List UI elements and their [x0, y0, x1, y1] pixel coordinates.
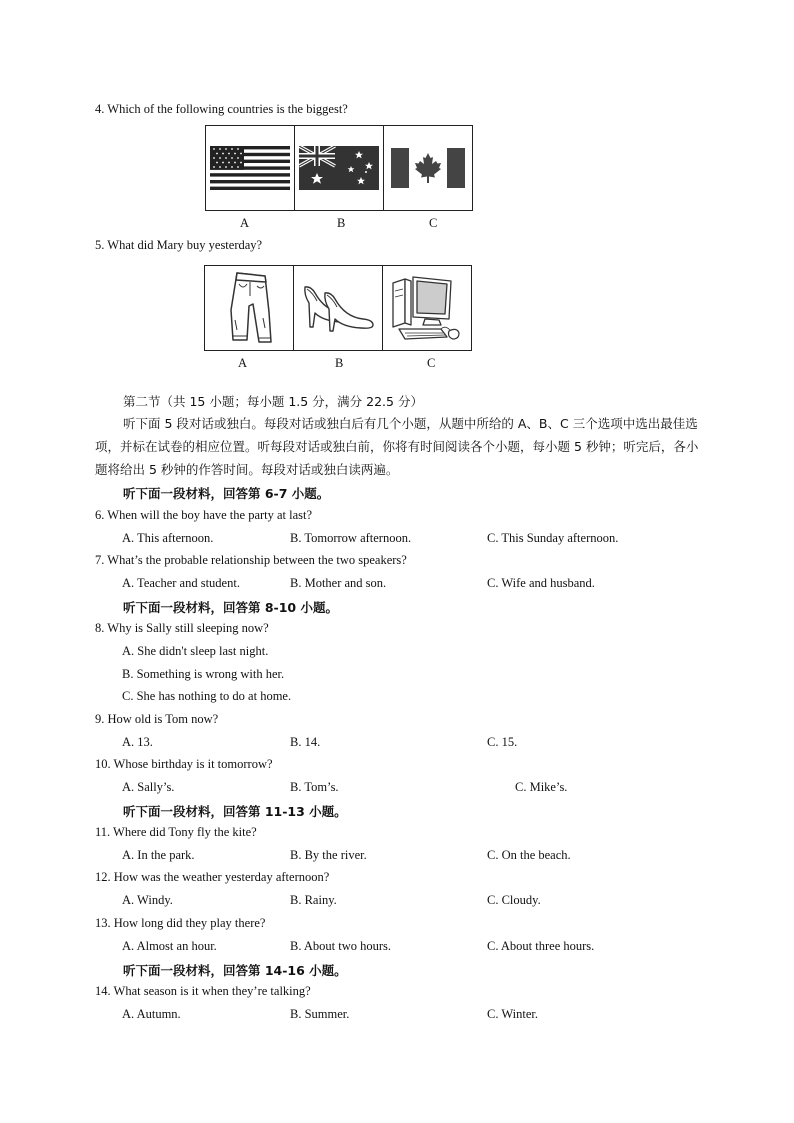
q9-option-b[interactable]: B. 14.	[290, 735, 321, 749]
material-11-13: 听下面一段材料，回答第 11-13 小题。	[123, 804, 347, 819]
material-8-10: 听下面一段材料，回答第 8-10 小题。	[123, 600, 338, 615]
q12-option-c[interactable]: C. Cloudy.	[487, 893, 541, 907]
q7-option-c[interactable]: C. Wife and husband.	[487, 576, 595, 590]
section2-instructions: 听下面 5 段对话或独白。每段对话或独白后有几个小题，从题中所给的 A、B、C 三个选项中选出最佳选项，并标在试卷的相应位置。听每段对话或独白前，你将有时间阅读各个小题，每小题 5 秒钟；听完后，各小题将给出 5 秒钟的作答时间。每段对话或独白读两遍。	[95, 416, 699, 477]
q13-option-c[interactable]: C. About three hours.	[487, 939, 595, 953]
material-6-7: 听下面一段材料，回答第 6-7 小题。	[123, 486, 330, 501]
q11-text: 11. Where did Tony fly the kite?	[95, 825, 257, 839]
q4-label-c: C	[429, 216, 438, 230]
q11-option-c[interactable]: C. On the beach.	[487, 848, 571, 862]
q4-label-a: A	[240, 216, 250, 230]
q13-text: 13. How long did they play there?	[95, 916, 266, 930]
q5-label-b: B	[335, 356, 344, 370]
q5-label-c: C	[427, 356, 436, 370]
q4-picture-row	[205, 125, 473, 211]
q4-option-c-image[interactable]	[384, 126, 472, 210]
usa-flag-icon	[210, 146, 290, 190]
q7-text: 7. What’s the probable relationship between the two speakers?	[95, 553, 407, 567]
q8-text: 8. Why is Sally still sleeping now?	[95, 621, 269, 635]
q10-option-a[interactable]: A. Sally’s.	[122, 780, 175, 794]
q10-option-b[interactable]: B. Tom’s.	[290, 780, 339, 794]
q9-option-a[interactable]: A. 13.	[122, 735, 153, 749]
q10-option-c[interactable]: C. Mike’s.	[515, 780, 568, 794]
q14-text: 14. What season is it when they’re talking?	[95, 984, 311, 998]
q7-option-a[interactable]: A. Teacher and student.	[122, 576, 240, 590]
section2-title: 第二节（共 15 小题；每小题 1.5 分，满分 22.5 分）	[123, 394, 423, 409]
q8-option-b[interactable]: B. Something is wrong with her.	[122, 667, 285, 681]
q6-option-b[interactable]: B. Tomorrow afternoon.	[290, 531, 412, 545]
q4-label-b: B	[337, 216, 346, 230]
q14-option-a[interactable]: A. Autumn.	[122, 1007, 181, 1021]
q11-option-b[interactable]: B. By the river.	[290, 848, 367, 862]
q8-option-a[interactable]: A. She didn't sleep last night.	[122, 644, 269, 658]
q7-option-b[interactable]: B. Mother and son.	[290, 576, 387, 590]
q4-text: 4. Which of the following countries is the biggest?	[95, 102, 348, 116]
q14-option-c[interactable]: C. Winter.	[487, 1007, 539, 1021]
computer-icon	[387, 271, 467, 345]
q12-option-b[interactable]: B. Rainy.	[290, 893, 337, 907]
high-heel-shoes-icon	[299, 283, 377, 333]
q5-option-b-image[interactable]	[294, 266, 383, 350]
q13-option-a[interactable]: A. Almost an hour.	[122, 939, 217, 953]
q11-option-a[interactable]: A. In the park.	[122, 848, 195, 862]
q6-text: 6. When will the boy have the party at last?	[95, 508, 313, 522]
q5-option-a-image[interactable]	[205, 266, 294, 350]
q6-option-c[interactable]: C. This Sunday afternoon.	[487, 531, 619, 545]
q4-option-b-image[interactable]	[295, 126, 384, 210]
q10-text: 10. Whose birthday is it tomorrow?	[95, 757, 273, 771]
q5-text: 5. What did Mary buy yesterday?	[95, 238, 263, 252]
australia-flag-icon	[299, 146, 379, 190]
q9-text: 9. How old is Tom now?	[95, 712, 219, 726]
q5-picture-row	[204, 265, 472, 351]
q6-option-a[interactable]: A. This afternoon.	[122, 531, 214, 545]
q12-text: 12. How was the weather yesterday afternoon?	[95, 870, 330, 884]
canada-flag-icon	[391, 148, 465, 188]
pants-icon	[219, 270, 279, 346]
q5-label-a: A	[238, 356, 248, 370]
q14-option-b[interactable]: B. Summer.	[290, 1007, 350, 1021]
q9-option-c[interactable]: C. 15.	[487, 735, 518, 749]
q8-option-c[interactable]: C. She has nothing to do at home.	[122, 689, 292, 703]
q4-option-a-image[interactable]	[206, 126, 295, 210]
q12-option-a[interactable]: A. Windy.	[122, 893, 173, 907]
q5-option-c-image[interactable]	[383, 266, 471, 350]
material-14-16: 听下面一段材料，回答第 14-16 小题。	[123, 963, 347, 978]
q13-option-b[interactable]: B. About two hours.	[290, 939, 392, 953]
